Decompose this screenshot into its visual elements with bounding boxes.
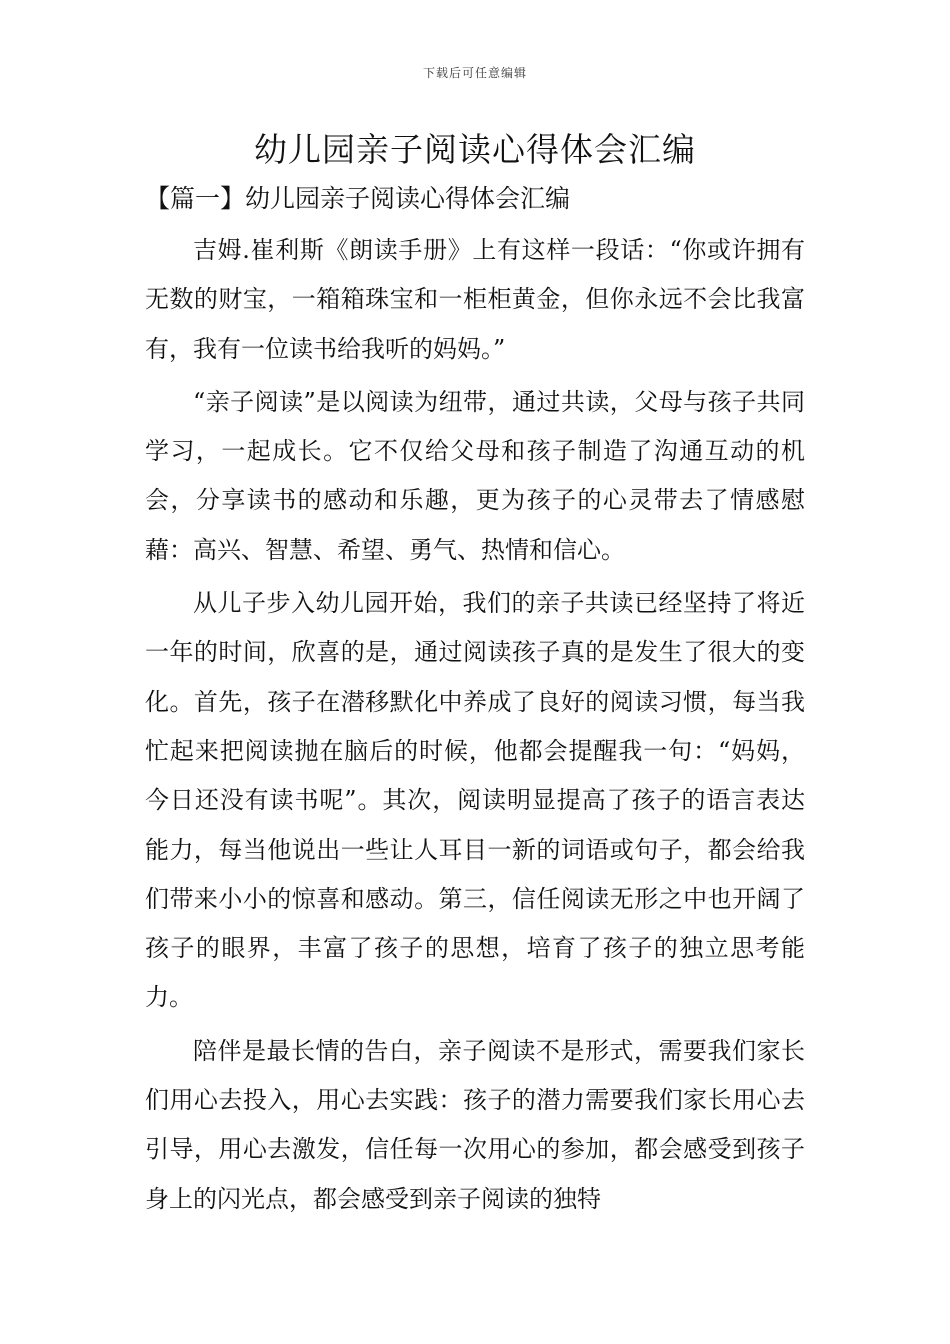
- paragraph-2: “亲子阅读”是以阅读为纽带，通过共读，父母与孩子共同学习，一起成长。它不仅给父母和孩子制造了沟通互动的机会，分享读书的感动和乐趣，更为孩子的心灵带去了情感慰藉：高兴、智慧、希望、勇气、热情和信心。: [145, 387, 805, 564]
- section-heading: 【篇一】幼儿园亲子阅读心得体会汇编: [145, 184, 571, 213]
- page-header-note: 下载后可任意编辑: [422, 66, 527, 80]
- paragraph-4: 陪伴是最长情的告白，亲子阅读不是形式，需要我们家长们用心去投入，用心去实践：孩子的潜力需要我们家长用心去引导，用心去激发，信任每一次用心的参加，都会感受到孩子身上的闪光点，都会感受到亲子阅读的独特: [145, 1036, 805, 1213]
- paragraph-3: 从儿子步入幼儿园开始，我们的亲子共读已经坚持了将近一年的时间，欣喜的是，通过阅读孩子真的是发生了很大的变化。首先，孩子在潜移默化中养成了良好的阅读习惯，每当我忙起来把阅读抛在脑后的时候，他都会提醒我一句：“妈妈，今日还没有读书呢”。其次，阅读明显提高了孩子的语言表达能力，每当他说出一些让人耳目一新的词语或句子，都会给我们带来小小的惊喜和感动。第三，信任阅读无形之中也开阔了孩子的眼界，丰富了孩子的思想，培育了孩子的独立思考能力。: [145, 589, 805, 1012]
- document-body: [145, 226, 805, 1228]
- paragraph-1: 吉姆.崔利斯《朗读手册》上有这样一段话：“你或许拥有无数的财宝，一箱箱珠宝和一柜柜黄金，但你永远不会比我富有，我有一位读书给我听的妈妈。”: [145, 236, 805, 363]
- document-title: 幼儿园亲子阅读心得体会汇编: [254, 130, 696, 169]
